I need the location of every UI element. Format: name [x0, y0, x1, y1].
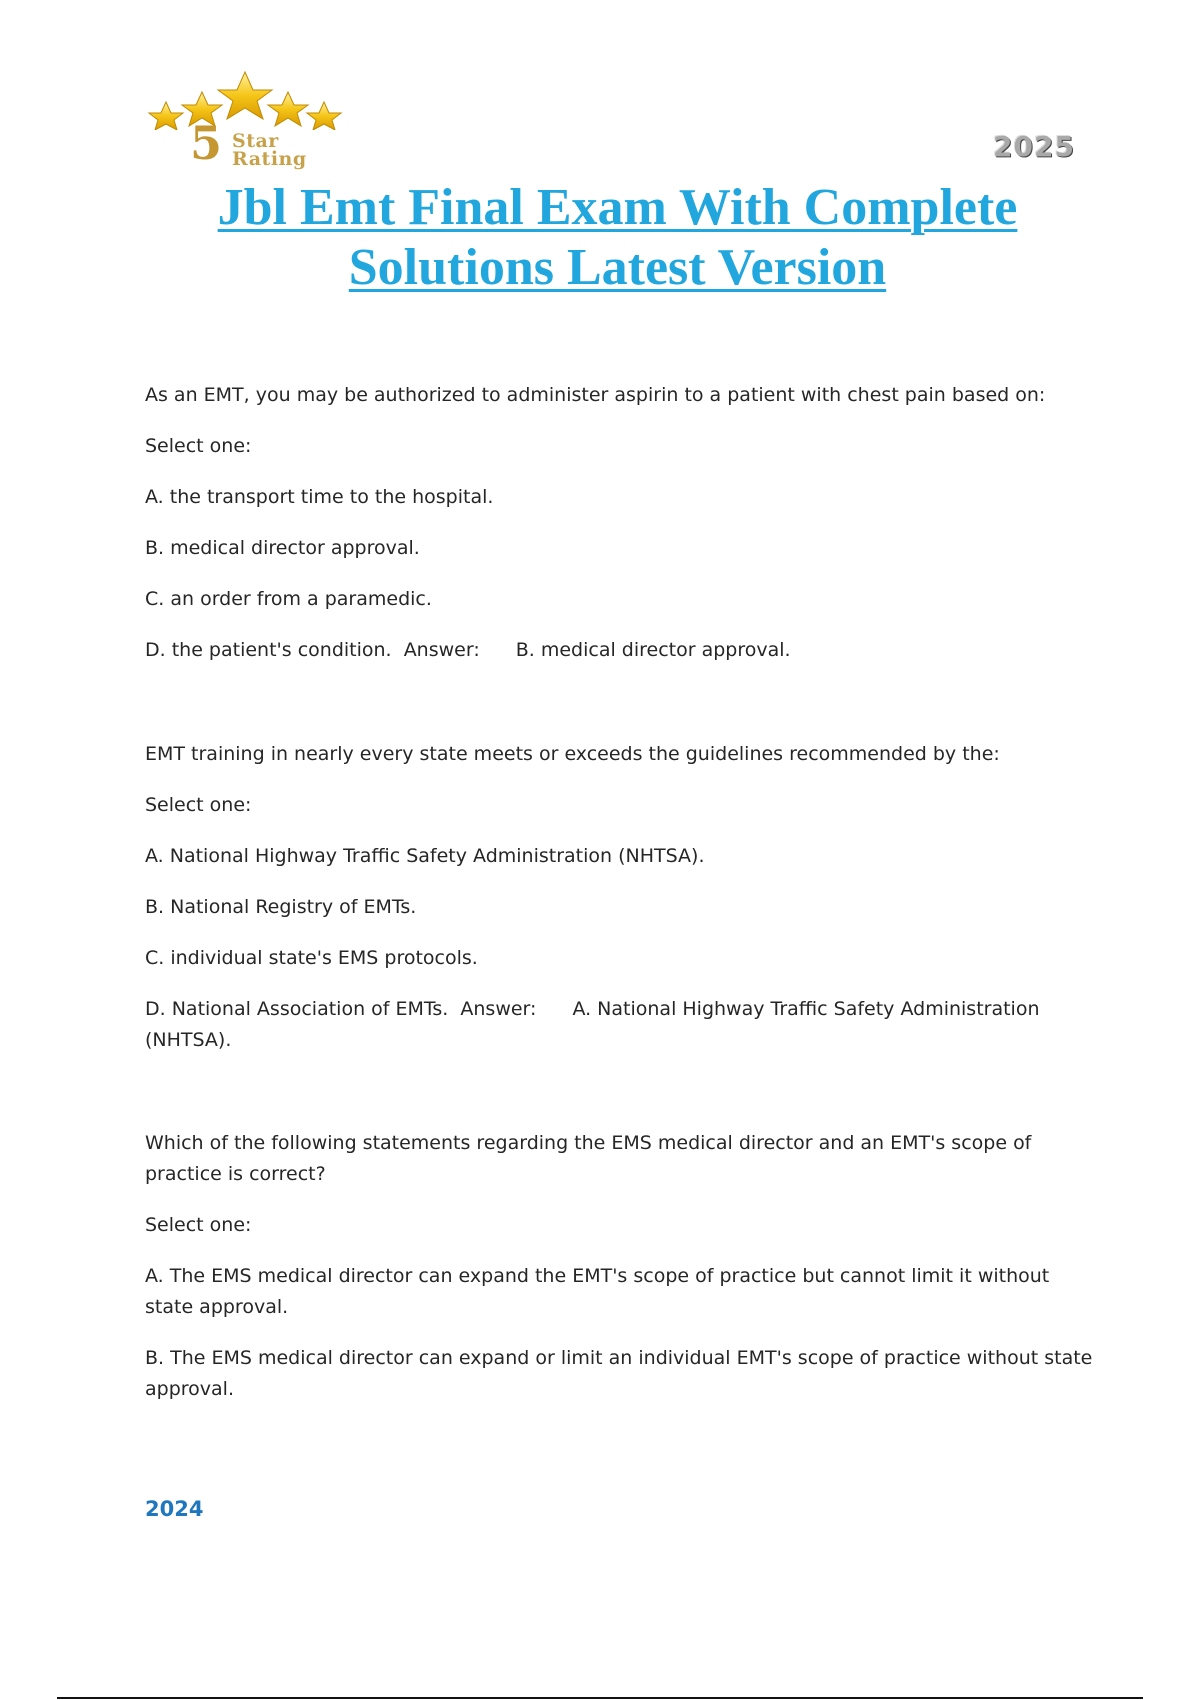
- answer-label: Answer:: [403, 639, 480, 661]
- star-icon: [218, 72, 272, 119]
- option: A. National Highway Traffic Safety Administration (NHTSA).: [145, 845, 705, 867]
- question-prompt: Which of the following statements regarding the EMS medical director and an EMT's scope of practice is correct?: [145, 1132, 1032, 1185]
- question-block: [145, 739, 1095, 1076]
- option-with-answer: [145, 994, 1095, 1056]
- star-icon: [149, 102, 183, 130]
- five-star-rating-logo: [144, 70, 359, 175]
- select-one-label: Select one:: [145, 435, 252, 457]
- option: B. National Registry of EMTs.: [145, 896, 417, 918]
- option: D. the patient's condition.: [145, 639, 392, 661]
- star-icon: [268, 92, 308, 126]
- select-one-label: Select one:: [145, 794, 252, 816]
- select-one-label: Select one:: [145, 1214, 252, 1236]
- footer-year: 2024: [145, 1497, 204, 1521]
- question-block: [145, 380, 1095, 686]
- answer-text: A. National Highway Traffic Safety Administration (NHTSA).: [145, 998, 1040, 1051]
- document-title[interactable]: [150, 178, 1085, 298]
- logo-rating-text: Rating: [232, 148, 307, 170]
- star-icon: [307, 102, 341, 130]
- bottom-divider: [57, 1697, 1143, 1699]
- answer-label: Answer:: [460, 998, 537, 1020]
- answer-text: B. medical director approval.: [515, 639, 791, 661]
- option: C. an order from a paramedic.: [145, 588, 432, 610]
- question-prompt: As an EMT, you may be authorized to administer aspirin to a patient with chest pain based on:: [145, 384, 1046, 406]
- title-line-2: Solutions Latest Version: [348, 239, 887, 296]
- title-line-1: Jbl Emt Final Exam With Complete: [217, 179, 1018, 236]
- option: C. individual state's EMS protocols.: [145, 947, 478, 969]
- logo-digit: 5: [190, 116, 223, 170]
- option: A. The EMS medical director can expand the EMT's scope of practice but cannot limit it without state approval.: [145, 1265, 1050, 1318]
- option: D. National Association of EMTs.: [145, 998, 449, 1020]
- option: B. medical director approval.: [145, 537, 420, 559]
- option-with-answer: [145, 635, 1095, 666]
- option: A. the transport time to the hospital.: [145, 486, 494, 508]
- year-badge: 2025: [993, 130, 1075, 163]
- logo-star-text: Star: [232, 130, 279, 152]
- stars-icon: [144, 70, 359, 130]
- question-block: [145, 1128, 1095, 1425]
- option: B. The EMS medical director can expand or limit an individual EMT's scope of practice without state approval.: [145, 1347, 1093, 1400]
- question-prompt: EMT training in nearly every state meets or exceeds the guidelines recommended by the:: [145, 743, 1000, 765]
